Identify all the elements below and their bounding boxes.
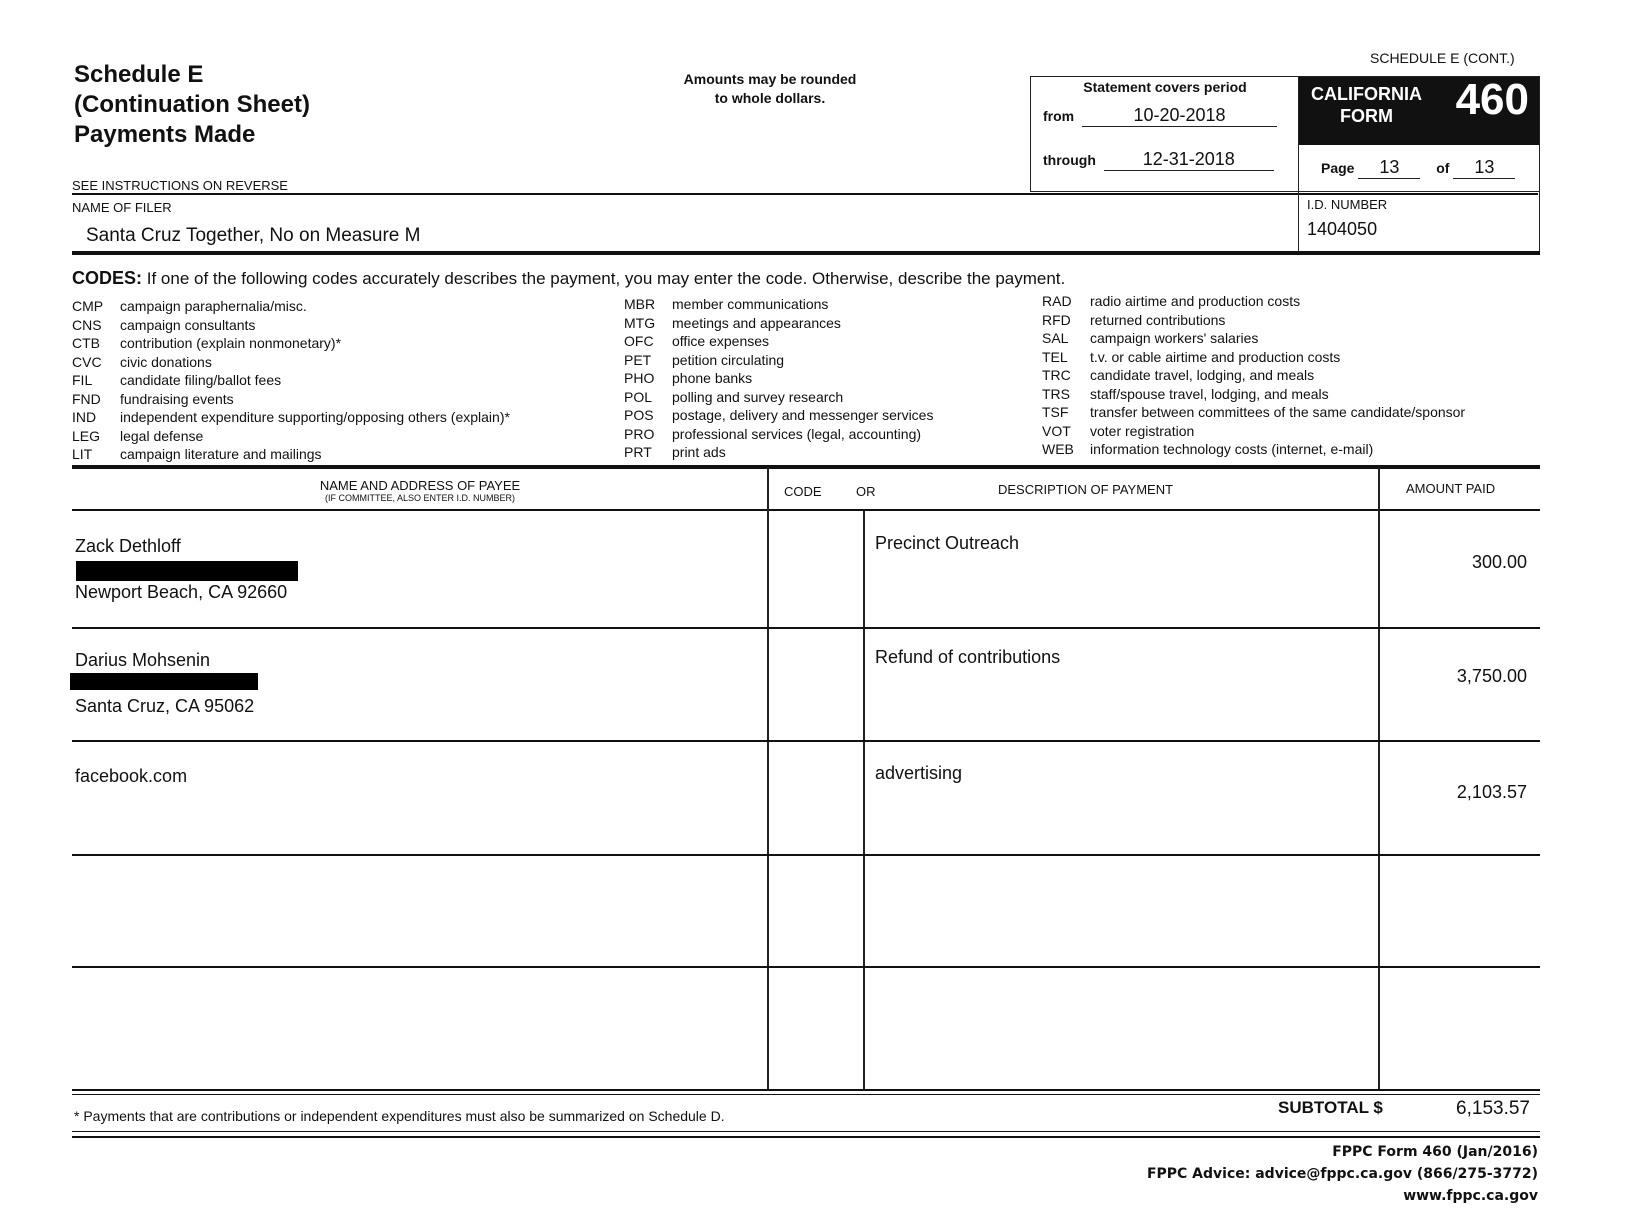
code-desc: staff/spouse travel, lodging, and meals [1090,385,1329,402]
code-abbr: TEL [1042,348,1068,365]
code-abbr: PHO [624,370,655,386]
code-abbr: TRC [1042,367,1071,383]
codes-column-1 [72,297,510,464]
code-abbr: WEB [1042,441,1074,457]
title-line-3: Payments Made [74,121,256,148]
fppc-website: www.fppc.ca.gov [1403,1188,1538,1204]
code-abbr: IND [72,409,97,425]
code-item [624,443,933,462]
code-abbr: LEG [72,427,101,444]
code-abbr: POS [624,407,654,423]
code-abbr: POL [624,388,653,405]
subtotal-label: SUBTOTAL $ [1278,1098,1383,1117]
payment-description[interactable]: Precinct Outreach [875,533,1020,553]
code-desc: professional services (legal, accounting) [672,425,922,442]
header-or: OR [856,484,876,499]
code-item [72,316,510,335]
code-desc: postage, delivery and messenger services [672,407,934,423]
redacted-address [70,673,258,690]
code-desc: fundraising events [120,390,234,407]
code-desc: candidate travel, lodging, and meals [1090,367,1315,383]
code-abbr: CNS [72,316,102,333]
california-form-banner [1299,77,1539,145]
form-number: 460 [1455,75,1529,124]
redacted-address [76,561,298,581]
code-item [1042,366,1465,385]
code-item [1042,292,1465,311]
codes-heading [72,268,1065,289]
id-number-label: I.D. NUMBER [1307,197,1388,212]
code-desc: contribution (explain nonmonetary)* [120,335,342,351]
see-instructions: SEE INSTRUCTIONS ON REVERSE [72,178,288,193]
code-abbr: TRS [1042,385,1070,402]
header-payee [240,478,600,503]
code-item [1042,311,1465,330]
code-desc: polling and survey research [672,388,844,405]
from-date-field[interactable]: 10-20-2018 [1082,105,1277,127]
col-divider-description [863,511,865,1090]
divider-thick [72,251,1540,255]
code-item [624,406,933,425]
code-desc: radio airtime and production costs [1090,293,1301,309]
rounding-note [620,70,920,108]
rounding-note-line-1: Amounts may be rounded [683,71,857,87]
of-label: of [1436,160,1450,176]
period-through-row [1043,149,1274,171]
subtotal-bottom-line [72,1131,1540,1132]
code-abbr: OFC [624,333,654,349]
subtotal-value[interactable]: 6,153.57 [1456,1098,1530,1119]
codes-heading-label: CODES: [72,268,143,288]
code-item [1042,440,1465,459]
period-from-row [1043,105,1277,127]
page-label: Page [1321,160,1355,176]
code-item [624,314,933,333]
row-separator [72,966,1540,968]
code-abbr: PET [624,351,652,368]
code-item [72,371,510,390]
payee-city[interactable]: Newport Beach, CA 92660 [75,582,288,602]
header-code: CODE [784,484,822,499]
page-total-field[interactable]: 13 [1453,157,1515,179]
code-item [624,369,933,388]
code-desc: campaign workers' salaries [1090,330,1259,346]
code-item [72,334,510,353]
header-payee-label: NAME AND ADDRESS OF PAYEE [319,478,521,493]
code-abbr: FIL [72,372,93,388]
payment-description[interactable]: advertising [875,763,963,783]
code-abbr: TSF [1042,404,1069,420]
code-desc: civic donations [120,353,212,370]
code-item [1042,385,1465,404]
code-desc: member communications [672,296,829,312]
code-desc: information technology costs (internet, e-mail) [1090,441,1374,457]
schedule-cont-label: SCHEDULE E (CONT.) [1370,50,1515,66]
california-form-label [1311,83,1422,127]
code-abbr: PRO [624,425,655,442]
code-item [1042,348,1465,367]
code-item [72,353,510,372]
code-desc: transfer between committees of the same candidate/sponsor [1090,404,1466,420]
code-desc: voter registration [1090,422,1195,439]
page-count-row [1321,157,1515,179]
row-separator [72,627,1540,629]
rounding-note-line-2: to whole dollars. [714,90,826,106]
id-number-box [1298,191,1540,251]
code-item [624,295,933,314]
payee-name[interactable]: Zack Dethloff [75,536,181,556]
code-abbr: RAD [1042,293,1072,309]
payee-name[interactable]: facebook.com [75,766,188,786]
payee-city[interactable]: Santa Cruz, CA 95062 [75,696,255,716]
code-abbr: VOT [1042,422,1071,439]
subtotal-top-line [72,1094,1540,1095]
code-item [624,332,933,351]
code-abbr: PRT [624,444,652,460]
code-desc: candidate filing/ballot fees [120,372,282,388]
through-label: through [1043,152,1096,168]
form-title [74,60,310,150]
code-item [1042,329,1465,348]
header-payee-sub: (IF COMMITTEE, ALSO ENTER I.D. NUMBER) [324,493,515,503]
banner-line-1: CALIFORNIA [1311,84,1422,104]
schedule-d-note: * Payments that are contributions or independent expenditures must also be summarized on Schedule D. [74,1108,725,1124]
code-item [72,390,510,409]
from-label: from [1043,108,1075,124]
banner-line-2: FORM [1340,106,1393,126]
payee-name[interactable]: Darius Mohsenin [75,650,211,670]
col-divider-code [767,467,769,1090]
code-abbr: RFD [1042,311,1071,328]
code-desc: office expenses [672,333,770,349]
header-amount: AMOUNT PAID [1406,481,1496,496]
code-item [624,425,933,444]
title-line-1: Schedule E [74,61,204,88]
code-abbr: MBR [624,296,656,312]
payment-description[interactable]: Refund of contributions [875,647,1061,667]
code-item [72,427,510,446]
code-desc: campaign consultants [120,316,256,333]
code-abbr: CVC [72,353,102,370]
code-abbr: CMP [72,298,104,314]
id-number-field[interactable]: 1404050 [1307,219,1378,239]
filer-label: NAME OF FILER [72,200,172,215]
code-desc: independent expenditure supporting/opposing others (explain)* [120,409,510,425]
codes-heading-text: If one of the following codes accurately describes the payment, you may enter the code. Otherwise, describe the payment. [146,269,1066,288]
title-line-2: (Continuation Sheet) [74,91,310,118]
row-separator [72,854,1540,856]
code-desc: campaign literature and mailings [120,446,322,462]
statement-period-box [1030,76,1299,192]
code-abbr: FND [72,390,101,407]
fppc-form-version: FPPC Form 460 (Jan/2016) [1332,1144,1538,1160]
amount-paid[interactable]: 2,103.57 [1456,782,1527,802]
form-badge-box [1298,76,1540,192]
table-top-border [72,465,1540,469]
code-abbr: MTG [624,314,656,331]
header-description: DESCRIPTION OF PAYMENT [998,482,1174,497]
codes-column-2 [624,295,933,462]
code-item [1042,403,1465,422]
code-abbr: SAL [1042,330,1069,346]
code-item [72,408,510,427]
row-separator [72,740,1540,742]
codes-column-3 [1042,292,1465,459]
code-item [72,445,510,464]
code-item [624,388,933,407]
code-desc: legal defense [120,427,204,444]
code-desc: t.v. or cable airtime and production costs [1090,348,1341,365]
code-desc: returned contributions [1090,311,1226,328]
code-abbr: CTB [72,335,100,351]
code-desc: meetings and appearances [672,314,841,331]
col-divider-amount [1378,467,1380,1090]
amount-paid[interactable]: 300.00 [1471,552,1527,572]
page-number-field[interactable]: 13 [1358,157,1420,179]
amount-paid[interactable]: 3,750.00 [1456,666,1527,686]
code-item [1042,422,1465,441]
code-desc: phone banks [672,370,753,386]
subtotal-bottom-line-2 [72,1136,1540,1138]
through-date-field[interactable]: 12-31-2018 [1104,149,1274,171]
filer-name-field[interactable]: Santa Cruz Together, No on Measure M [86,225,421,246]
code-item [72,297,510,316]
header-bottom-border [72,509,1540,511]
code-desc: campaign paraphernalia/misc. [120,298,307,314]
code-item [624,351,933,370]
table-bottom-border [72,1089,1540,1091]
code-desc: print ads [672,444,726,460]
period-title: Statement covers period [1083,79,1247,95]
fppc-advice: FPPC Advice: advice@fppc.ca.gov (866/275-3772) [1146,1166,1538,1182]
code-desc: petition circulating [672,351,785,368]
code-abbr: LIT [72,446,93,462]
